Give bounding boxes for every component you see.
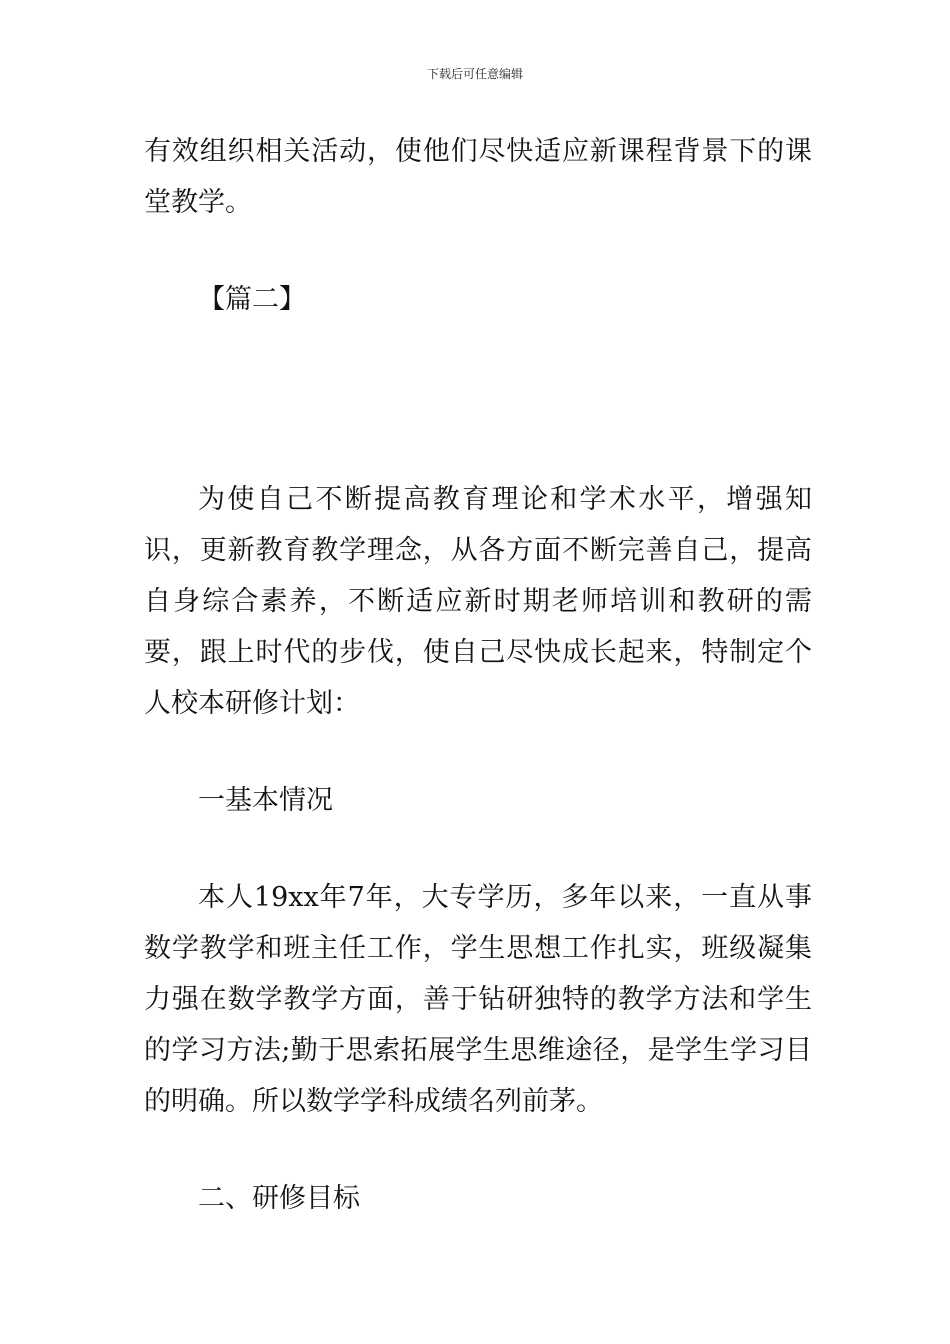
page-header-note: 下载后可任意编辑 [426,67,523,81]
heading-basic-situation: 一基本情况 [198,785,333,816]
paragraph-continuation: 有效组织相关活动，使他们尽快适应新课程背景下的课堂教学。 [144,136,812,218]
document-body [144,126,812,1224]
paragraph-basic-situation: 本人19xx年7年，大专学历，多年以来，一直从事数学教学和班主任工作，学生思想工作扎实，班级凝集力强在数学教学方面，善于钻研独特的教学方法和学生的学习方法;勤于思索拓展学生思维途径，是学生学习目的明确。所以数学学科成绩名列前茅。 [144,882,812,1117]
paragraph-intro: 为使自己不断提高教育理论和学术水平，增强知识，更新教育教学理念，从各方面不断完善自己，提高自身综合素养，不断适应新时期老师培训和教研的需要，跟上时代的步伐，使自己尽快成长起来，特制定个人校本研修计划： [144,484,812,719]
heading-study-goals: 二、研修目标 [198,1183,360,1214]
section-heading: 【篇二】 [198,284,306,315]
